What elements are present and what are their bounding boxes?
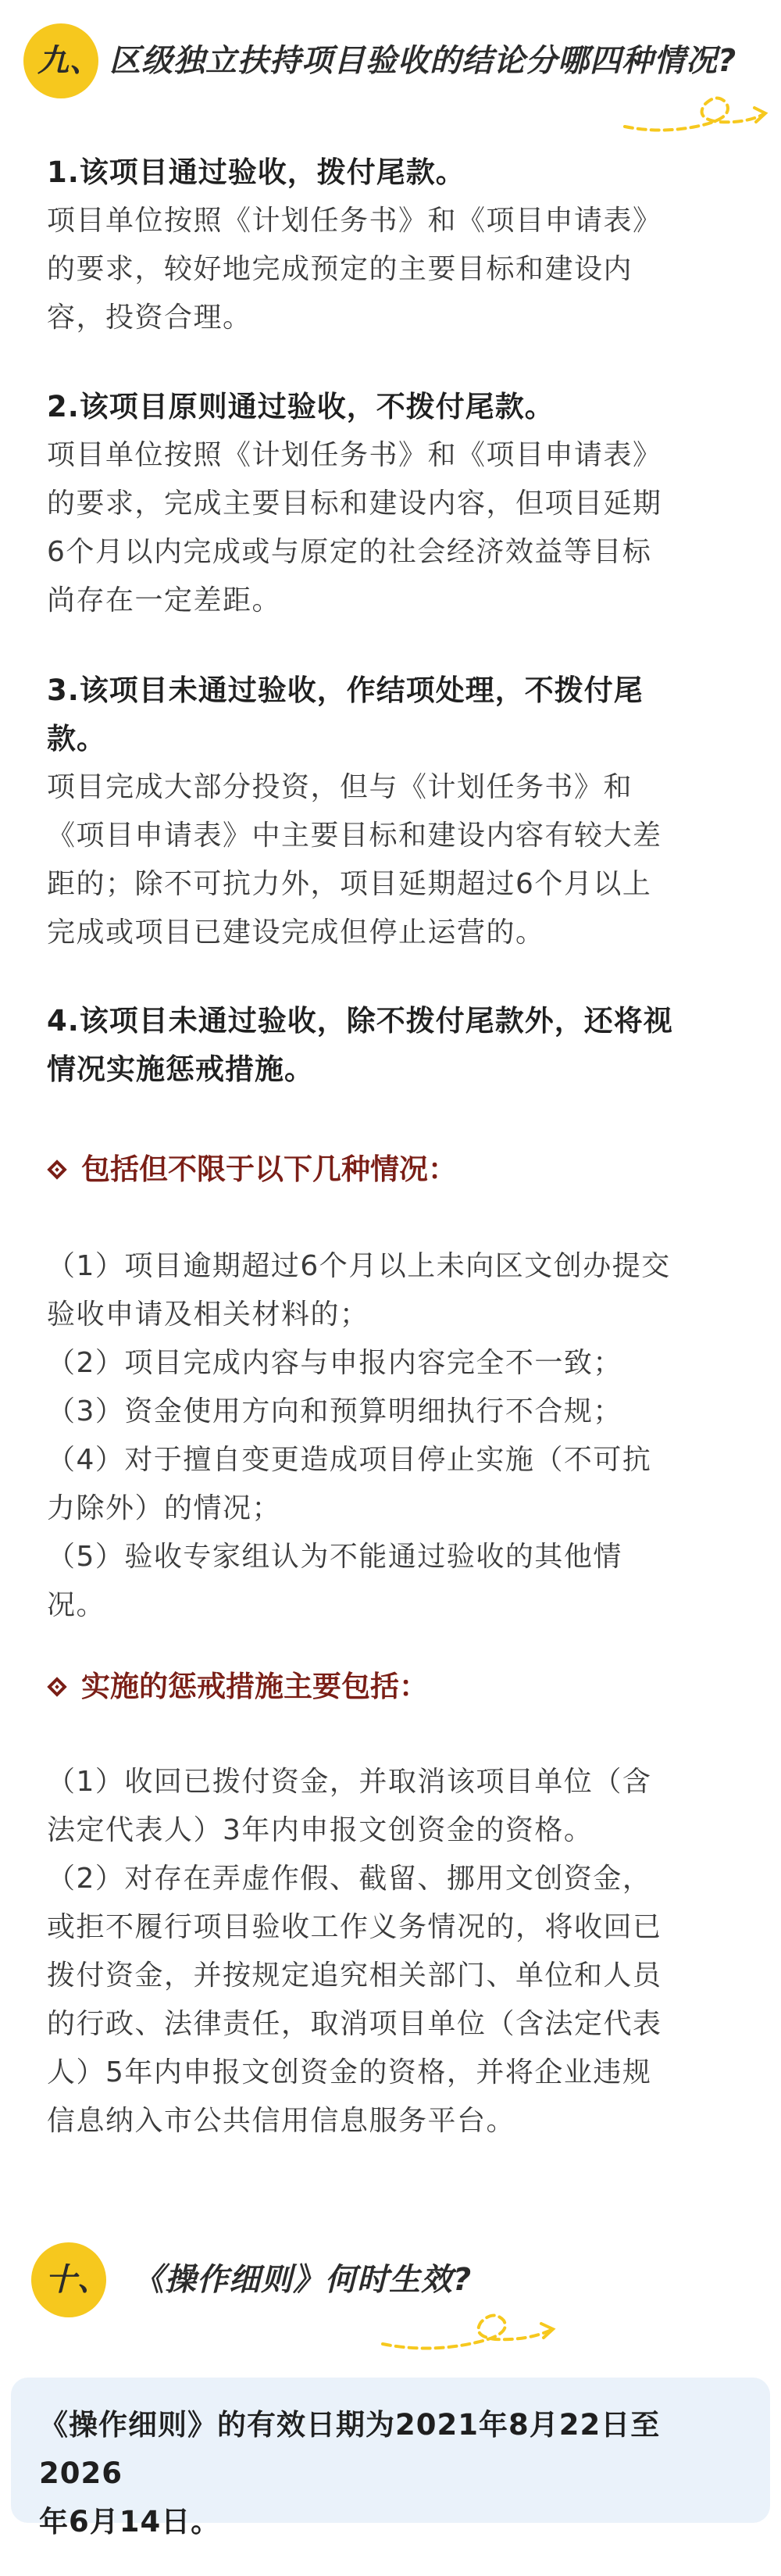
item-text-line: 尚存在一定差距。	[47, 584, 282, 616]
item-text-line: 项目单位按照《计划任务书》和《项目申请表》	[47, 439, 662, 471]
list-item: 信息纳入市公共信用信息服务平台。	[47, 2105, 516, 2137]
list-item: （3）资金使用方向和预算明细执行不合规；	[47, 1395, 622, 1427]
list-item: 人）5年内申报文创资金的资格，并将企业违规	[47, 2056, 652, 2088]
item-1	[47, 148, 742, 342]
list-item: （5）验收专家组认为不能通过验收的其他情	[47, 1541, 622, 1573]
item-text-line: 的要求，较好地完成预定的主要目标和建设内	[47, 253, 633, 285]
item-text-line: 距的；除不可抗力外，项目延期超过6个月以上	[47, 868, 652, 900]
list-item: （1）项目逾期超过6个月以上未向区文创办提交	[47, 1250, 671, 1282]
list-item: 拨付资金，并按规定追究相关部门、单位和人员	[47, 1960, 662, 1992]
squiggle-arrow-icon	[617, 88, 773, 142]
item-text-line: 6个月以内完成或与原定的社会经济效益等目标	[47, 536, 652, 568]
answer-line: 年6月14日。	[39, 2505, 221, 2538]
circumstances-section	[47, 1145, 742, 1194]
item-text-line: 《项目申请表》中主要目标和建设内容有较大差	[47, 820, 662, 852]
circumstances-heading-text: 包括但不限于以下几种情况：	[81, 1152, 457, 1186]
section-10-header	[31, 2235, 765, 2328]
item-title: 2.该项目原则通过验收，不拨付尾款。	[47, 390, 555, 423]
item-title-line: 4.该项目未通过验收，除不拨付尾款外，还将视	[47, 1004, 673, 1038]
item-4	[47, 997, 742, 1094]
item-text-line: 项目单位按照《计划任务书》和《项目申请表》	[47, 205, 662, 237]
item-text-line: 的要求，完成主要目标和建设内容，但项目延期	[47, 488, 662, 520]
item-title-line: 3.该项目未通过验收，作结项处理，不拨付尾	[47, 673, 644, 707]
item-title-line: 款。	[47, 722, 106, 756]
item-text-line: 容，投资合理。	[47, 302, 252, 334]
penalties-heading	[47, 1663, 742, 1711]
list-item: （1）收回已拨付资金，并取消该项目单位（含	[47, 1766, 652, 1798]
circumstances-list	[47, 1242, 742, 1630]
item-3	[47, 666, 742, 957]
list-item: 验收申请及相关材料的；	[47, 1299, 369, 1331]
penalties-section	[47, 1663, 742, 1711]
diamond-bullet-icon	[47, 1159, 66, 1179]
section-title: 区级独立扶持项目验收的结论分哪四种情况?	[109, 43, 737, 79]
list-item: 况。	[47, 1589, 106, 1621]
section-number: 九、	[37, 43, 102, 79]
section-title: 《操作细则》何时生效?	[133, 2262, 473, 2298]
list-item: 或拒不履行项目验收工作义务情况的，将收回已	[47, 1911, 662, 1943]
penalties-list	[47, 1758, 742, 2145]
list-item: （2）项目完成内容与申报内容完全不一致；	[47, 1347, 622, 1379]
circumstances-heading	[47, 1145, 742, 1194]
section-number: 十、	[45, 2262, 109, 2298]
diamond-bullet-icon	[47, 1677, 66, 1696]
squiggle-arrow-icon	[375, 2305, 562, 2360]
section-9-header	[23, 16, 758, 109]
list-item: 法定代表人）3年内申报文创资金的资格。	[47, 1814, 594, 1846]
item-title-line: 情况实施惩戒措施。	[47, 1052, 314, 1086]
answer-box	[11, 2378, 770, 2538]
list-item: （2）对存在弄虚作假、截留、挪用文创资金，	[47, 1863, 652, 1895]
item-2	[47, 383, 742, 625]
penalties-heading-text: 实施的惩戒措施主要包括：	[81, 1670, 428, 1703]
list-item: （4）对于擅自变更造成项目停止实施（不可抗	[47, 1444, 652, 1476]
list-item: 力除外）的情况；	[47, 1492, 282, 1524]
item-title: 1.该项目通过验收，拨付尾款。	[47, 155, 465, 189]
list-item: 的行政、法律责任，取消项目单位（含法定代表	[47, 2008, 662, 2040]
item-text-line: 完成或项目已建设完成但停止运营的。	[47, 916, 545, 949]
answer-line: 《操作细则》的有效日期为2021年8月22日至2026	[39, 2408, 661, 2490]
item-text-line: 项目完成大部分投资，但与《计划任务书》和	[47, 771, 633, 803]
